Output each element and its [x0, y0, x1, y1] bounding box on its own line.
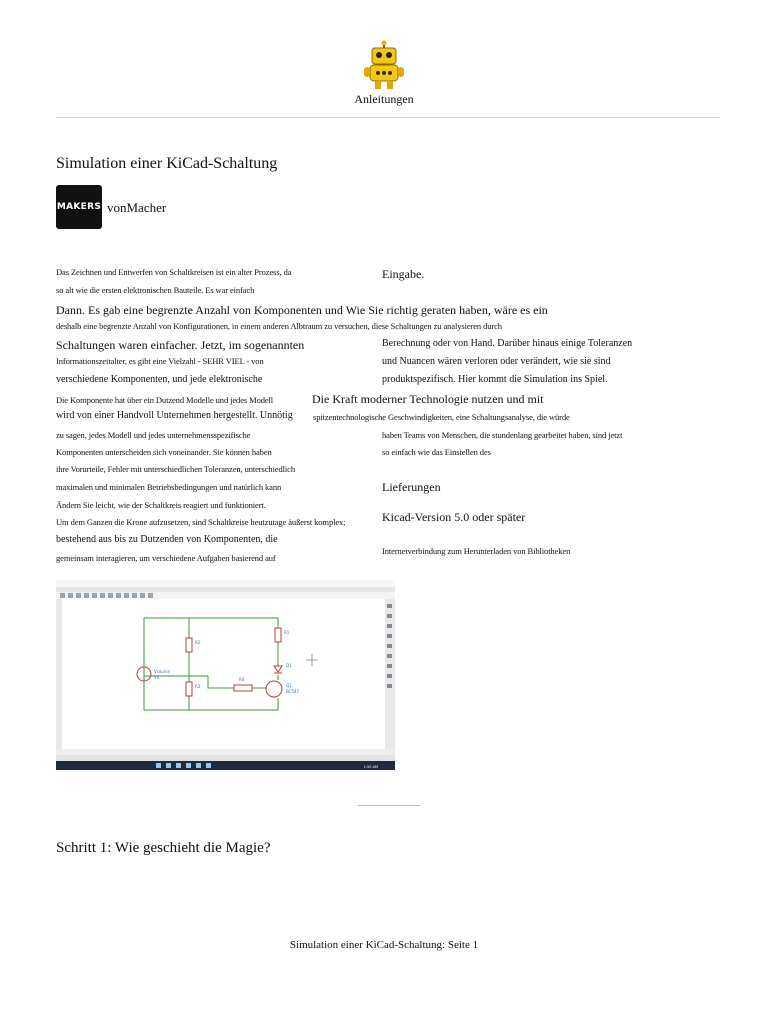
body-line: Das Zeichnen und Entwerfen von Schaltkreisen ist ein alter Prozess, da [56, 267, 292, 277]
body-line: Um dem Ganzen die Krone aufzusetzen, sind Schaltkreise heutzutage äußerst komplex; [56, 517, 346, 527]
step-title: Schritt 1: Wie geschieht die Magie? [56, 840, 271, 856]
body-line: Berechnung oder von Hand. Darüber hinaus einige Toleranzen [382, 338, 633, 349]
body-line: ihre Vorurteile, Fehler mit unterschiedlichen Toleranzen, unterschiedlich [56, 464, 295, 474]
body-line: Eingabe. [382, 267, 425, 281]
svg-text:5V: 5V [154, 675, 160, 680]
body-line: Die Kraft moderner Technologie nutzen und mit [312, 392, 544, 406]
body-line: Ändern Sie leicht, wie der Schaltkreis reagiert und funktioniert. [56, 500, 266, 510]
body-line: Die Komponente hat über ein Dutzend Modelle und jedes Modell [56, 395, 274, 405]
header-divider [56, 117, 720, 118]
body-line: spitzentechnologische Geschwindigkeiten, eine Schaltungsanalyse, die würde [313, 412, 570, 422]
svg-text:D1: D1 [286, 663, 292, 668]
svg-text:Q1: Q1 [286, 683, 292, 688]
robot-mascot-icon [362, 40, 406, 90]
body-line: Dann. Es gab eine begrenzte Anzahl von Komponenten und Wie Sie richtig geraten haben, wäre es ein [56, 303, 548, 317]
body-line: so alt wie die ersten elektronischen Bauteile. Es war einfach [56, 285, 255, 295]
body-line: Kicad-Version 5.0 oder später [382, 510, 526, 524]
body-line: produktspezifisch. Hier kommt die Simulation ins Spiel. [382, 374, 608, 385]
body-line: Internetverbindung zum Herunterladen von Bibliotheken [382, 546, 571, 556]
svg-text:R3: R3 [195, 684, 201, 689]
body-line: maximalen und minimalen Betriebsbedingungen und natürlich kann [56, 482, 282, 492]
body-line: verschiedene Komponenten, und jede elektronische [56, 374, 263, 385]
body-line: gemeinsam interagieren, um verschiedene Aufgaben basierend auf [56, 553, 276, 563]
body-line: wird von einer Handvoll Unternehmen hergestellt. Unnötig [56, 410, 293, 421]
page-footer: Simulation einer KiCad-Schaltung: Seite 1 [289, 939, 479, 951]
body-line: Lieferungen [382, 480, 441, 494]
svg-text:BC547: BC547 [286, 689, 300, 694]
body-line: deshalb eine begrenzte Anzahl von Konfigurationen, in einem anderen Albtraum zu versuchen, diese Schaltungen zu analysieren durch [56, 321, 502, 331]
body-line: bestehend aus bis zu Dutzenden von Komponenten, die [56, 534, 278, 545]
makers-logo: MAKERS [56, 185, 102, 229]
body-line: Schaltungen waren einfacher. Jetzt, im sogenannten [56, 338, 305, 352]
svg-text:1:50 AM: 1:50 AM [363, 765, 378, 769]
svg-text:R2: R2 [195, 640, 201, 645]
section-divider [358, 805, 420, 806]
body-line: so einfach wie das Einstellen des [382, 447, 491, 457]
svg-text:Vsource: Vsource [154, 669, 171, 674]
body-line: Informationszeitalter, es gibt eine Vielzahl - SEHR VIEL - von [56, 356, 264, 366]
body-line: zu sagen, jedes Modell und jedes unternehmensspezifische [56, 430, 251, 440]
header-title[interactable]: Anleitungen [354, 92, 414, 106]
kicad-schematic-screenshot [56, 580, 395, 770]
svg-text:R1: R1 [284, 630, 290, 635]
body-line: und Nuancen wären verloren oder verändert, wie sie sind [382, 356, 611, 367]
author-name[interactable]: vonMacher [107, 200, 167, 215]
body-line: Komponenten unterscheiden sich voneinander. Sie können haben [56, 447, 272, 457]
body-line: haben Teams von Menschen, die stundenlang gearbeitet haben, sind jetzt [382, 430, 623, 440]
svg-text:R4: R4 [239, 677, 245, 682]
document-title: Simulation einer KiCad-Schaltung [56, 155, 278, 172]
